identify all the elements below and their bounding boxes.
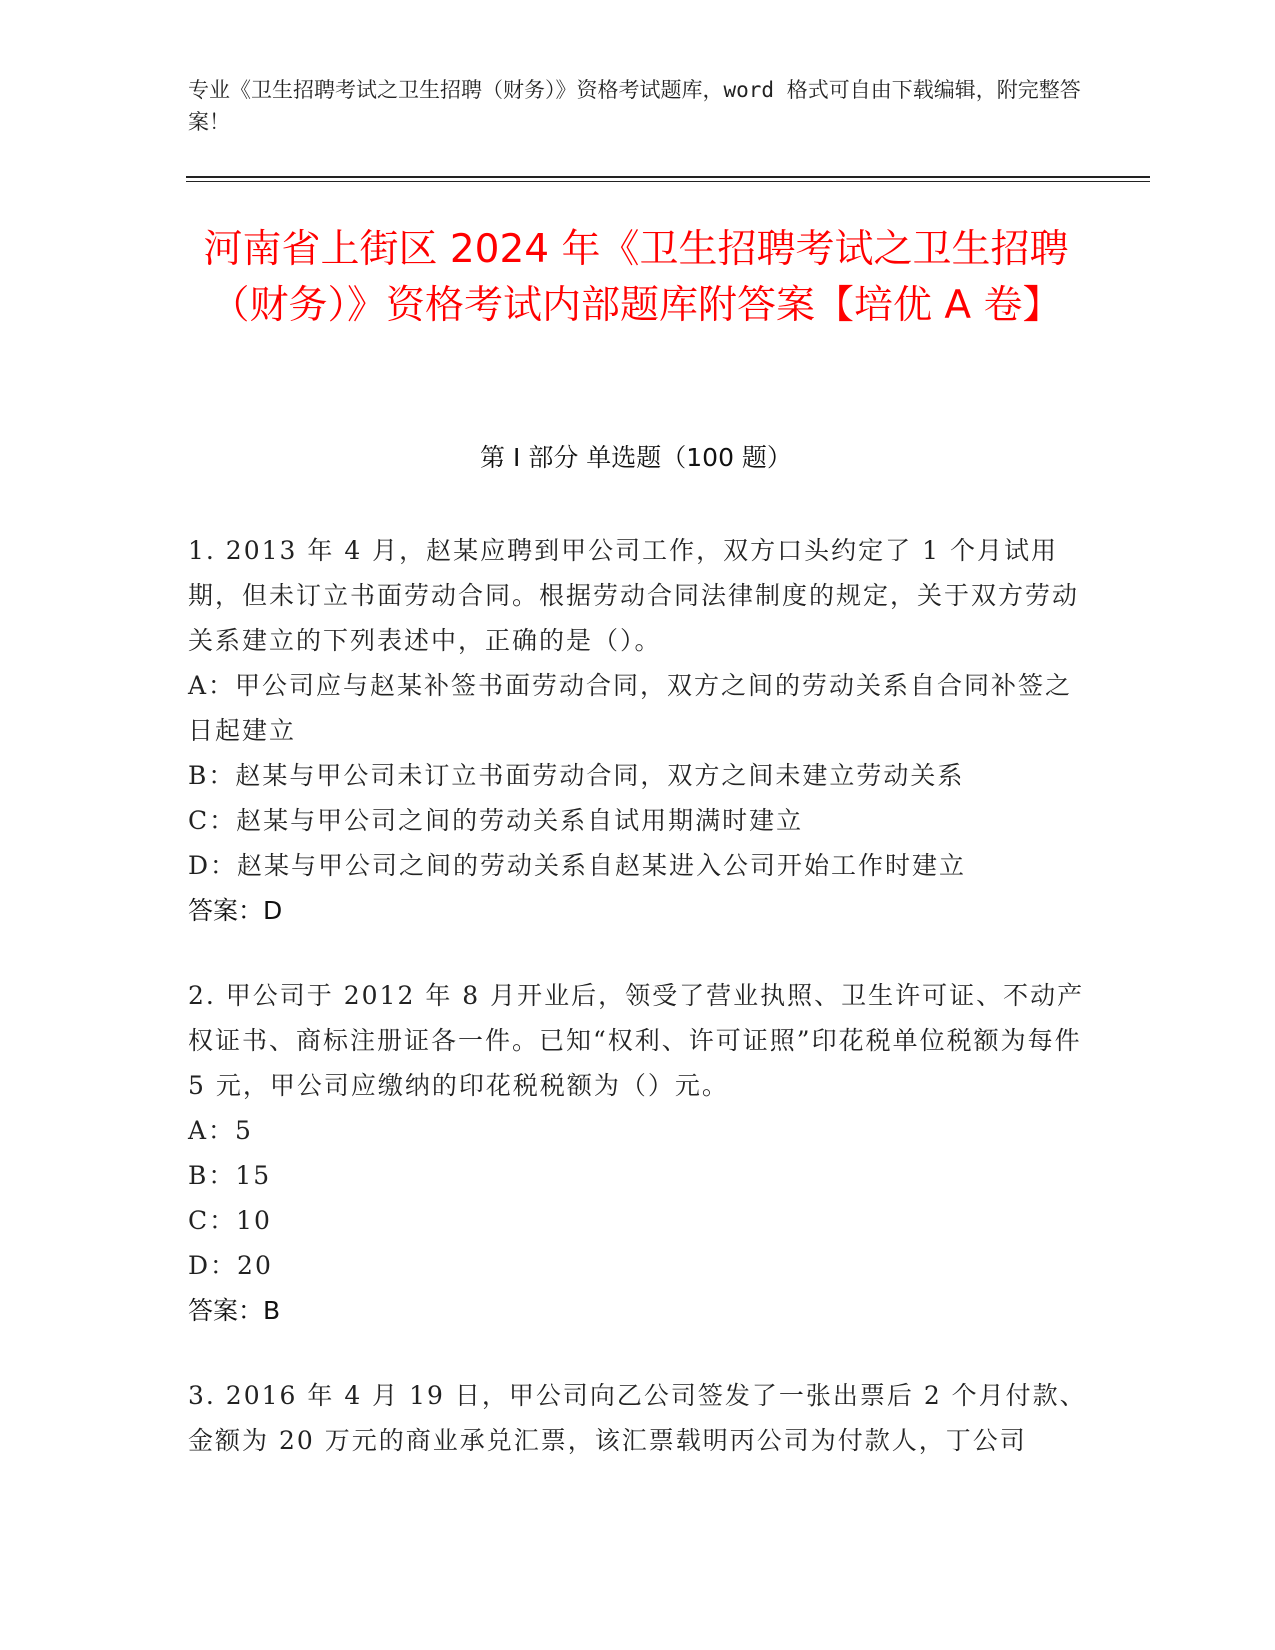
question-stem: 1. 2013 年 4 月，赵某应聘到甲公司工作，双方口头约定了 1 个月试用期，但未订立书面劳动合同。根据劳动合同法律制度的规定，关于双方劳动关系建立的下列表述中，正确的是（）。: [188, 536, 1080, 655]
option-c: C：赵某与甲公司之间的劳动关系自试用期满时建立: [188, 806, 804, 835]
section-title: 第 I 部分 单选题（100 题）: [480, 443, 792, 472]
option-b: B：15: [188, 1161, 272, 1190]
question-3: [188, 1373, 1088, 1463]
question-1: [188, 528, 1088, 933]
header-divider-thin: [186, 181, 1150, 182]
option-d: D：20: [188, 1251, 273, 1280]
question-list: [188, 528, 1088, 1503]
option-b: B：赵某与甲公司未订立书面劳动合同，双方之间未建立劳动关系: [188, 761, 965, 790]
option-c: C：10: [188, 1206, 272, 1235]
option-a: A：5: [188, 1116, 253, 1145]
option-a: A：甲公司应与赵某补签书面劳动合同，双方之间的劳动关系自合同补签之日起建立: [188, 671, 1073, 745]
question-stem: 2. 甲公司于 2012 年 8 月开业后，领受了营业执照、卫生许可证、不动产权证书、商标注册证各一件。已知“权利、许可证照”印花税单位税额为每件 5 元，甲公司应缴纳的印花税税额为（）元。: [188, 981, 1085, 1100]
header-divider: [186, 176, 1150, 178]
header-note: 专业《卫生招聘考试之卫生招聘（财务）》资格考试题库，word 格式可自由下载编辑，附完整答案！: [188, 78, 1081, 134]
answer: 答案：B: [188, 1296, 281, 1325]
question-stem: 3. 2016 年 4 月 19 日，甲公司向乙公司签发了一张出票后 2 个月付款、金额为 20 万元的商业承兑汇票，该汇票载明丙公司为付款人，丁公司: [188, 1381, 1087, 1455]
answer: 答案：D: [188, 896, 283, 925]
option-d: D：赵某与甲公司之间的劳动关系自赵某进入公司开始工作时建立: [188, 851, 967, 880]
question-2: [188, 973, 1088, 1333]
document-title: 河南省上街区 2024 年《卫生招聘考试之卫生招聘（财务）》资格考试内部题库附答案【培优 A 卷】: [203, 227, 1069, 328]
